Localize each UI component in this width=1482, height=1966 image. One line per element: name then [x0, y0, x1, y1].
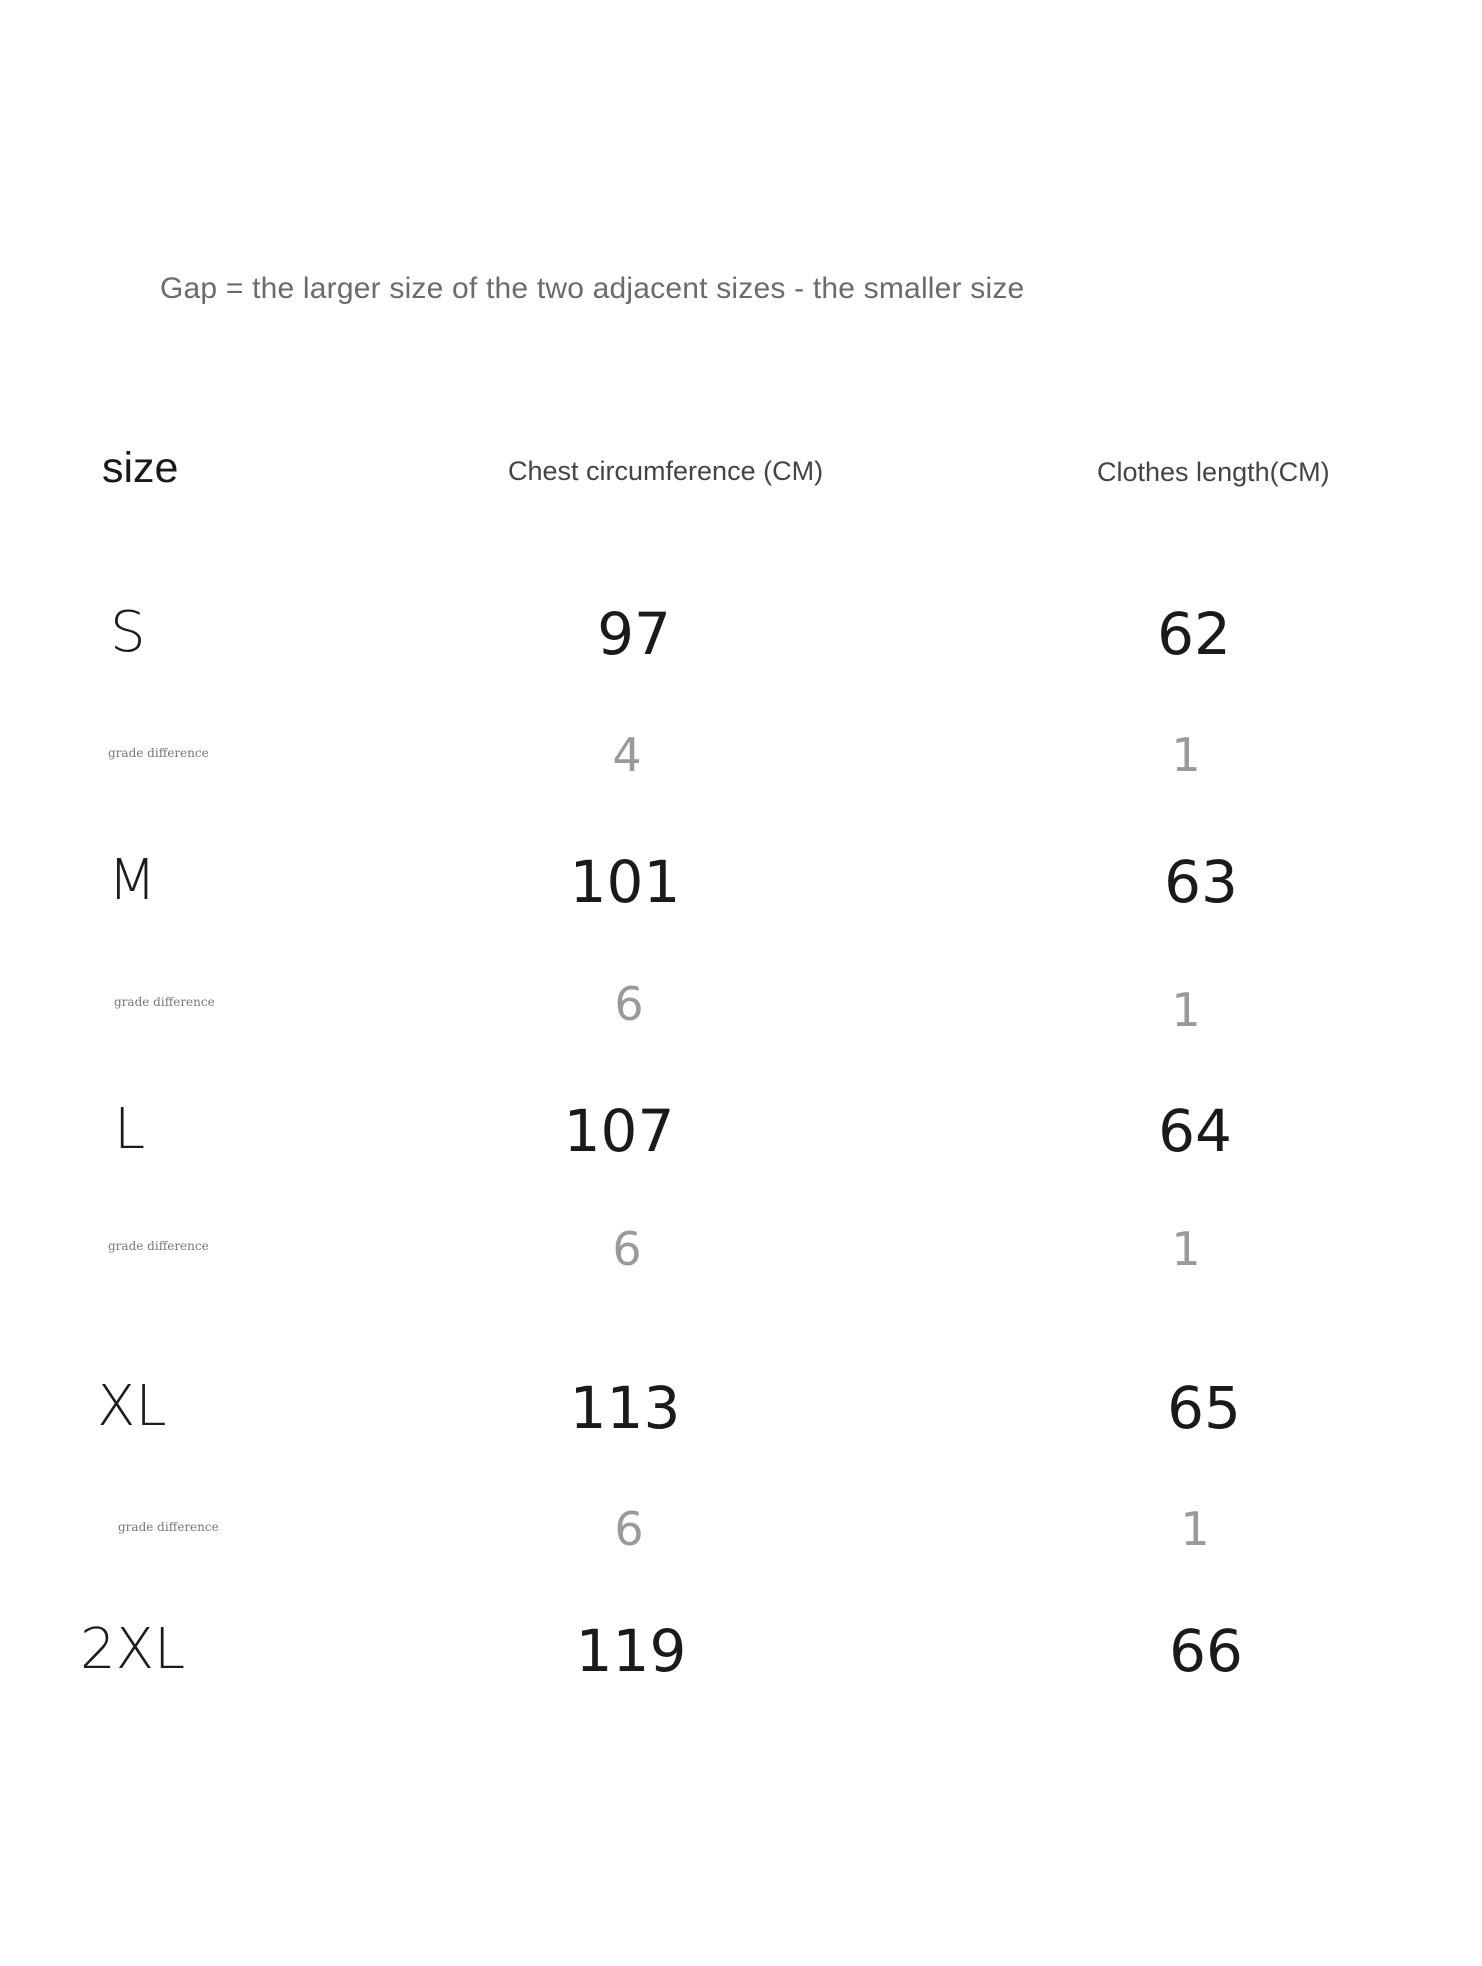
- length-difference: 1: [1171, 983, 1201, 1037]
- grade-difference-label: grade difference: [114, 995, 215, 1009]
- chest-difference: 6: [612, 1222, 642, 1276]
- grade-difference-label: grade difference: [118, 1520, 219, 1534]
- chest-value: 101: [569, 848, 681, 916]
- size-header: size: [102, 444, 179, 492]
- chest-value: 113: [569, 1374, 681, 1442]
- chest-difference: 6: [614, 977, 644, 1031]
- size-label: L: [114, 1097, 146, 1162]
- gap-note: Gap = the larger size of the two adjacent sizes - the smaller size: [160, 272, 1025, 305]
- grade-difference-label: grade difference: [108, 746, 209, 760]
- length-difference: 1: [1180, 1502, 1210, 1556]
- length-header: Clothes length(CM): [1097, 457, 1330, 487]
- size-label: 2XL: [80, 1617, 186, 1682]
- size-label: M: [108, 848, 157, 913]
- length-value: 64: [1158, 1097, 1232, 1165]
- chest-difference: 4: [612, 728, 642, 782]
- length-value: 62: [1157, 600, 1231, 668]
- length-value: 66: [1169, 1617, 1243, 1685]
- size-label: S: [110, 600, 146, 665]
- length-value: 63: [1164, 848, 1238, 916]
- length-difference: 1: [1171, 728, 1201, 782]
- size-label: XL: [97, 1374, 167, 1439]
- grade-difference-label: grade difference: [108, 1239, 209, 1253]
- chest-header: Chest circumference (CM): [508, 456, 824, 486]
- chest-value: 97: [597, 600, 671, 668]
- chest-difference: 6: [614, 1502, 644, 1556]
- chest-value: 119: [575, 1617, 687, 1685]
- chest-value: 107: [563, 1097, 675, 1165]
- length-value: 65: [1167, 1374, 1241, 1442]
- length-difference: 1: [1171, 1222, 1201, 1276]
